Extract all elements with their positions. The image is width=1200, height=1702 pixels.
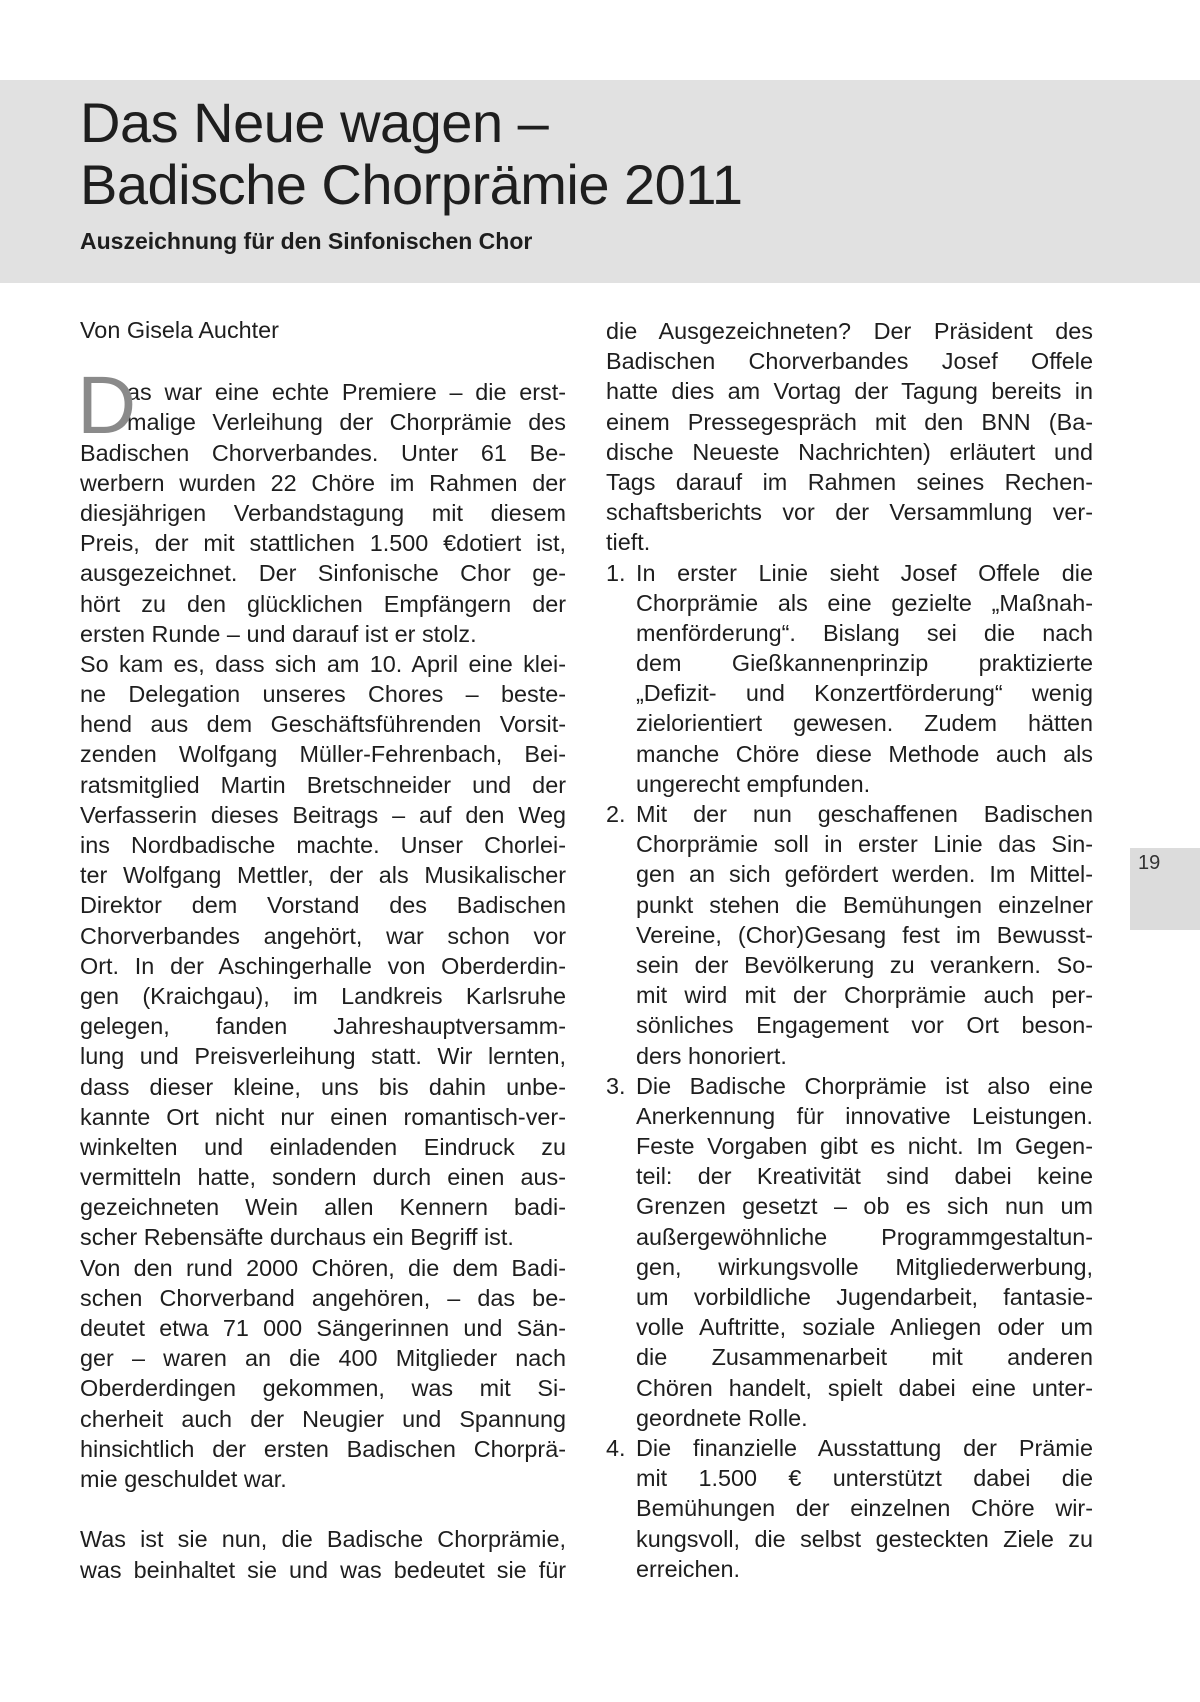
left-column	[77, 315, 566, 1585]
list-item-text	[636, 1433, 1093, 1584]
article-title-line-2: Badische Chorprämie 2011	[80, 153, 743, 216]
numbered-list	[606, 558, 1093, 1584]
drop-cap: D	[77, 360, 137, 452]
text-line: In erster Linie sieht Josef Offele die	[636, 559, 1093, 586]
text-line: Von den rund 2000 Chören, die dem Badi-	[80, 1254, 566, 1281]
text-line: hend aus dem Geschäftsführenden Vorsit-	[80, 711, 566, 738]
text-line: außergewöhnliche Programmgestaltun-	[636, 1223, 1093, 1250]
list-item	[606, 558, 1093, 800]
text-line: volle Auftritte, soziale Anliegen oder um	[636, 1314, 1093, 1341]
text-line: gelegen, fanden Jahreshauptversamm-	[80, 1013, 566, 1040]
text-line: ter Wolfgang Mettler, der als Musikalischer	[80, 862, 566, 889]
text-line: die Ausgezeichneten? Der Präsident des	[606, 318, 1093, 344]
right-intro-paragraph	[606, 316, 1093, 558]
text-line: Ort. In der Aschingerhalle von Oberderdin-	[80, 952, 566, 979]
text-line: So kam es, dass sich am 10. April eine klei-	[80, 650, 566, 677]
text-line: geordnete Rolle.	[636, 1404, 808, 1431]
text-line: Chören handelt, spielt dabei eine unter-	[636, 1374, 1093, 1401]
list-item-number: 3.	[606, 1072, 626, 1099]
text-line: Chorprämie soll in erster Linie das Sin-	[636, 831, 1093, 858]
text-line: schen Chorverband angehören, – das be-	[80, 1284, 566, 1311]
text-line: sein der Bevölkerung zu verankern. So-	[636, 951, 1093, 978]
text-line: Badischen Chorverbandes. Unter 61 Be-	[80, 439, 566, 466]
paragraph-4	[80, 1524, 566, 1584]
text-line: lung und Preisverleihung statt. Wir lernten,	[80, 1043, 566, 1070]
article-subtitle: Auszeichnung für den Sinfonischen Chor	[80, 228, 533, 254]
list-item	[606, 1071, 1093, 1433]
page-number: 19	[1138, 852, 1161, 874]
text-line: ders honoriert.	[636, 1042, 787, 1069]
text-line: hatte dies am Vortag der Tagung bereits in	[606, 378, 1093, 405]
text-line: „Defizit- und Konzertförderung“ wenig	[636, 680, 1093, 707]
list-item-text	[636, 1071, 1093, 1433]
text-line: dem Gießkannenprinzip praktizierte	[636, 650, 1093, 677]
list-item	[606, 799, 1093, 1071]
text-line: schaftsberichts vor der Versammlung ver-	[606, 499, 1093, 526]
text-line: vermitteln hatte, sondern durch einen aus-	[80, 1164, 566, 1191]
list-item	[606, 1433, 1093, 1584]
list-item-text	[636, 558, 1093, 800]
text-line: einem Pressegespräch mit den BNN (Ba-	[606, 408, 1093, 435]
text-line: ungerecht empfunden.	[636, 770, 871, 797]
text-line: ausgezeichnet. Der Sinfonische Chor ge-	[80, 560, 566, 587]
text-line: gen an sich gefördert werden. Im Mittel-	[636, 861, 1093, 888]
text-line: ger – waren an die 400 Mitglieder nach	[80, 1345, 566, 1372]
text-line: Mit der nun geschaffenen Badischen	[636, 801, 1093, 827]
paragraph-1-lines	[80, 377, 566, 649]
byline: Von Gisela Auchter	[80, 317, 279, 343]
text-line: Chorverbandes angehört, war schon vor	[80, 922, 566, 949]
text-line: mie geschuldet war.	[80, 1465, 287, 1492]
text-line: ratsmitglied Martin Bretschneider und der	[80, 771, 566, 798]
text-line: die Zusammenarbeit mit anderen	[636, 1344, 1093, 1371]
text-line: um vorbildliche Jugendarbeit, fantasie-	[636, 1284, 1093, 1310]
paragraph-3	[80, 1253, 566, 1495]
right-column	[606, 316, 1093, 1584]
text-line: zielorientiert gewesen. Zudem hätten	[636, 710, 1093, 737]
text-line: Die Badische Chorprämie ist also eine	[636, 1072, 1093, 1099]
text-line: kannte Ort nicht nur einen romantisch-ver-	[80, 1103, 566, 1130]
text-line: as war eine echte Premiere – die erst-	[127, 379, 566, 406]
text-line: gezeichneten Wein allen Kennern badi-	[80, 1194, 566, 1221]
article-title	[80, 92, 742, 216]
text-line: zenden Wolfgang Müller-Fehrenbach, Bei-	[80, 741, 566, 768]
text-line: Direktor dem Vorstand des Badischen	[80, 892, 566, 919]
text-line: cherheit auch der Neugier und Spannung	[80, 1405, 566, 1432]
text-line: dische Neueste Nachrichten) erläutert und	[606, 438, 1093, 465]
list-item-number: 2.	[606, 801, 626, 827]
text-line: Chorprämie als eine gezielte „Maßnah-	[636, 589, 1093, 616]
text-line: punkt stehen die Bemühungen einzelner	[636, 891, 1093, 918]
list-item-text	[636, 799, 1093, 1071]
text-line: Anerkennung für innovative Leistungen.	[636, 1102, 1093, 1129]
paragraph-1	[77, 360, 566, 649]
text-line: Tags darauf im Rahmen seines Rechen-	[606, 468, 1093, 495]
list-item-number: 1.	[606, 559, 626, 586]
text-line: gen (Kraichgau), im Landkreis Karlsruhe	[80, 982, 566, 1009]
text-line: diesjährigen Verbandstagung mit diesem	[80, 499, 566, 526]
text-line: werbern wurden 22 Chöre im Rahmen der	[80, 469, 566, 496]
text-line: deutet etwa 71 000 Sängerinnen und Sän-	[80, 1315, 566, 1341]
text-line: ersten Runde – und darauf ist er stolz.	[80, 620, 477, 647]
text-line: kungsvoll, die selbst gesteckten Ziele zu	[636, 1525, 1093, 1552]
text-line: hinsichtlich der ersten Badischen Chorprä-	[80, 1435, 566, 1462]
text-line: mit wird mit der Chorprämie auch per-	[636, 982, 1093, 1009]
paragraph-2	[80, 649, 566, 1253]
text-line: gen, wirkungsvolle Mitgliederwerbung,	[636, 1253, 1093, 1280]
text-line: Was ist sie nun, die Badische Chorprämie,	[80, 1526, 566, 1553]
text-line: Oberderdingen gekommen, was mit Si-	[80, 1375, 566, 1402]
text-line: teil: der Kreativität sind dabei keine	[636, 1163, 1093, 1190]
text-line: mit 1.500 € unterstützt dabei die	[636, 1465, 1093, 1492]
text-line: Preis, der mit stattlichen 1.500 €dotiert ist,	[80, 530, 566, 557]
text-line: malige Verleihung der Chorprämie des	[127, 409, 566, 436]
text-line: dass dieser kleine, uns bis dahin unbe-	[80, 1073, 566, 1100]
text-line: Vereine, (Chor)Gesang fest im Bewusst-	[636, 921, 1093, 948]
text-line: Feste Vorgaben gibt es nicht. Im Gegen-	[636, 1133, 1093, 1160]
text-line: hört zu den glücklichen Empfängern der	[80, 590, 566, 617]
text-line: was beinhaltet sie und was bedeutet sie für	[80, 1556, 566, 1583]
text-line: Die finanzielle Ausstattung der Prämie	[636, 1434, 1093, 1461]
text-line: winkelten und einladenden Eindruck zu	[80, 1133, 566, 1160]
text-line: Bemühungen der einzelnen Chöre wir-	[636, 1495, 1093, 1522]
list-item-number: 4.	[606, 1434, 626, 1461]
text-line: menförderung“. Bislang sei die nach	[636, 619, 1093, 646]
text-line: scher Rebensäfte durchaus ein Begriff ist.	[80, 1224, 514, 1251]
text-line: ins Nordbadische machte. Unser Chorlei-	[80, 832, 566, 858]
text-line: Verfasserin dieses Beitrags – auf den Weg	[80, 801, 566, 828]
article-title-line-1: Das Neue wagen –	[80, 91, 549, 154]
text-line: erreichen.	[636, 1555, 741, 1582]
text-line: ne Delegation unseres Chores – beste-	[80, 681, 566, 708]
text-line: Badischen Chorverbandes Josef Offele	[606, 348, 1093, 375]
text-line: Grenzen gesetzt – ob es sich nun um	[636, 1193, 1093, 1220]
text-line: sönliches Engagement vor Ort beson-	[636, 1012, 1093, 1039]
text-line: manche Chöre diese Methode auch als	[636, 740, 1093, 767]
text-line: tieft.	[606, 529, 651, 556]
